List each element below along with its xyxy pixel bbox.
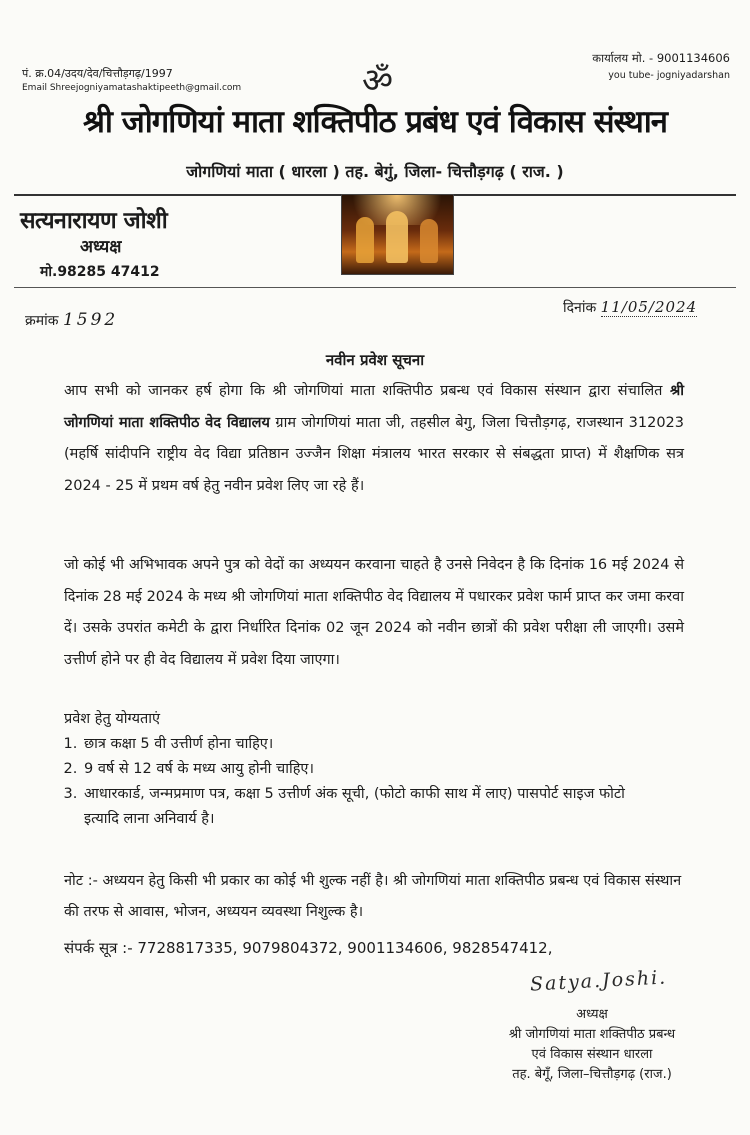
photo-figure (356, 217, 374, 263)
list-item: 2. 9 वर्ष से 12 वर्ष के मध्य आयु होनी चाहिए। (82, 757, 644, 782)
signatory-block (462, 1005, 722, 1085)
reference-value: 1592 (62, 310, 119, 330)
signatory-line: एवं विकास संस्थान धारला (531, 1047, 653, 1062)
notice-paragraph-2: जो कोई भी अभिभावक अपने पुत्र को वेदों का अध्ययन करवाना चाहते है उनसे निवेदन है कि दिनांक 16 मई 2024 से दिनांक 28 मई 2024 के मध्य श्री जोगणियां माता शक्तिपीठ वेद विद्यालय में पधारकर प्रवेश फार्म प्राप्त कर जमा करवा दें। उसके उपरांत कमेटी के द्वारा निर्धारित दिनांक 02 जून 2024 को नवीन छात्रों की प्रवेश परीक्षा ली जाएगी। उसमे उत्तीर्ण होने पर ही वेद विद्यालय में प्रवेश दिया जाएगा। (64, 557, 684, 668)
youtube-channel: you tube- jogniyadarshan (608, 70, 730, 81)
notice-paragraph-1 (64, 376, 684, 502)
letterhead-right (592, 50, 730, 84)
reference-label: क्रमांक (25, 313, 59, 329)
signatory-line: तह. बेगूँ, जिला–चित्तौड़गढ़ (राज.) (512, 1067, 672, 1082)
notice-title: नवीन प्रवेश सूचना (325, 351, 425, 369)
photo-figure (386, 211, 408, 263)
subheader-divider (14, 287, 736, 288)
eligibility-section (64, 708, 644, 832)
list-item: 3. आधारकार्ड, जन्मप्रमाण पत्र, कक्षा 5 उत्तीर्ण अंक सूची, (फोटो काफी साथ में लाए) पासपोर्ट साइज फोटो इत्यादि लाना अनिवार्य है। (82, 782, 644, 832)
president-mobile: मो.98285 47412 (40, 264, 160, 280)
school-name: श्री जोगणियां माता शक्तिपीठ वेद विद्यालय (64, 383, 684, 431)
organization-title: श्री जोगणियां माता शक्तिपीठ प्रबंध एवं विकास संस्थान (82, 104, 668, 140)
contact-numbers: संपर्क सूत्र :- 7728817335, 9079804372, 9001134606, 9828547412, (64, 939, 553, 957)
president-title: अध्यक्ष (80, 237, 122, 257)
registration-number: पं. क्र.04/उदय/देव/चित्तौड़गढ़/1997 (22, 67, 173, 80)
om-symbol-icon: ॐ (362, 61, 394, 101)
eligibility-list (64, 732, 644, 832)
date-value: 11/05/2024 (600, 298, 698, 316)
organization-address: जोगणियां माता ( धारला ) तह. बेगुं, जिला- चित्तौड़गढ़ ( राज. ) (186, 162, 564, 181)
signatory-line: श्री जोगणियां माता शक्तिपीठ प्रबन्ध (508, 1027, 676, 1042)
photo-figure (420, 219, 438, 263)
date-label: दिनांक (563, 300, 597, 316)
paragraph-text: ग्राम जोगणियां माता जी, तहसील बेगु, जिला चित्तौड़गढ़, राजस्थान 312023 (महर्षि सांदीपनि राष्ट्रीय वेद विद्या प्रतिष्ठान उज्जैन शिक्षा मंत्रालय भारत सरकार से संबद्धता प्राप्त) में शैक्षणिक सत्र 2024 - 25 में प्रथम वर्ष हेतु नवीन प्रवेश लिए जा रहे हैं। (64, 414, 684, 494)
handwritten-signature: Satya.Joshi. (529, 966, 668, 996)
office-mobile: कार्यालय मो. - 9001134606 (592, 51, 730, 65)
deity-photo (341, 194, 454, 275)
paragraph-text: आप सभी को जानकर हर्ष होगा कि श्री जोगणियां माता शक्तिपीठ प्रबन्ध एवं विकास संस्थान द्वारा संचालित (64, 383, 670, 399)
president-name: सत्यनारायण जोशी (20, 208, 168, 234)
list-item: 1. छात्र कक्षा 5 वी उत्तीर्ण होना चाहिए। (82, 732, 644, 757)
signatory-title: अध्यक्ष (576, 1007, 608, 1022)
reference-number (25, 310, 118, 330)
fee-note: नोट :- अध्ययन हेतु किसी भी प्रकार का कोई भी शुल्क नहीं है। श्री जोगणियां माता शक्तिपीठ प्रबन्ध एवं विकास संस्थान की तरफ से आवास, भोजन, अध्ययन व्यवस्था निशुल्क है। (64, 873, 682, 920)
letterhead-left (22, 66, 241, 96)
eligibility-title: प्रवेश हेतु योग्यताएं (64, 711, 161, 727)
letter-date (563, 298, 697, 317)
email-address: Email Shreejogniyamatashaktipeeth@gmail.com (22, 83, 242, 93)
